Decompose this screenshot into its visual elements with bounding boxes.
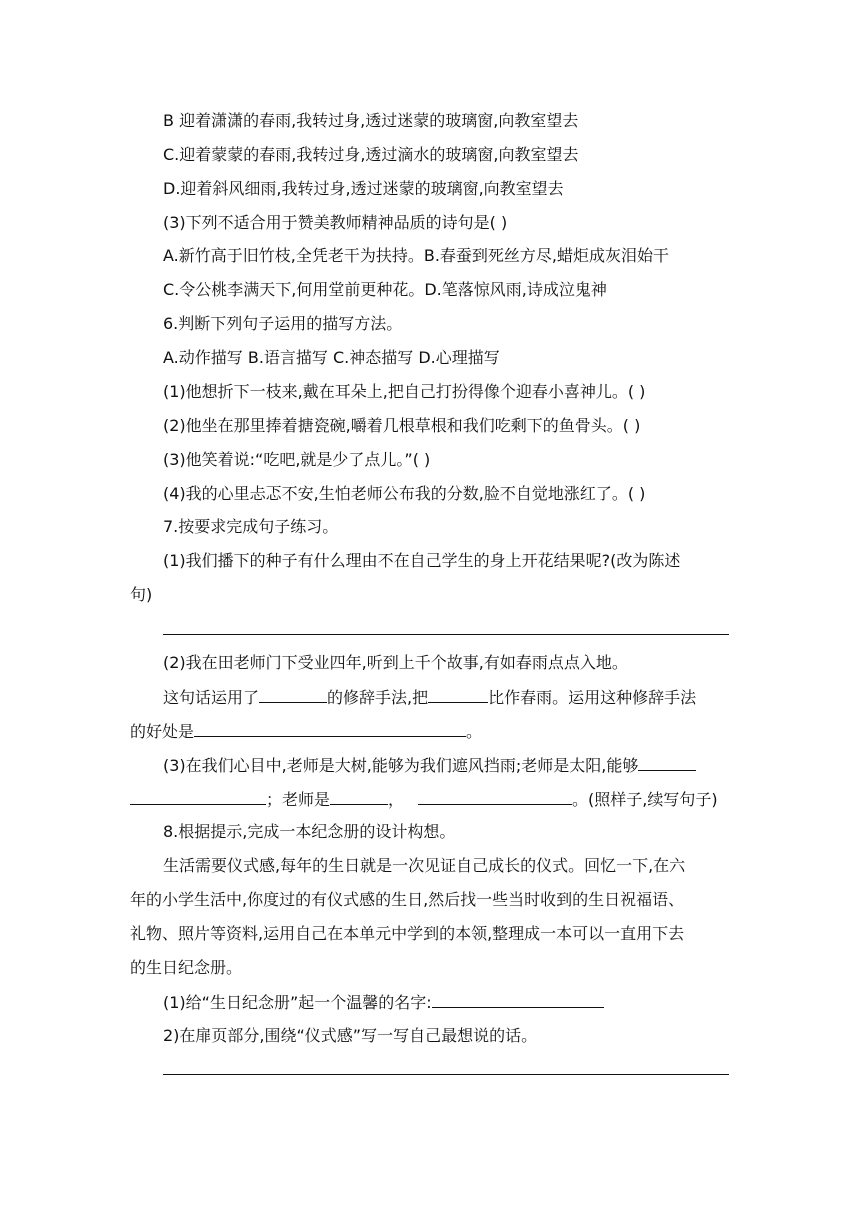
q7-item-2-benefit-row (130, 720, 482, 743)
q8-item-1-text: (1)给“生日纪念册”起一个温馨的名字: (163, 993, 432, 1012)
q6-sentence-1: (1)他想折下一枝来,戴在耳朵上,把自己打扮得像个迎春小喜神儿。( ) (163, 382, 646, 401)
q8-para-line-1: 生活需要仪式感,每年的生日就是一次见证自己成长的仪式。回忆一下,在六 (163, 856, 686, 875)
q7-item-1-line-2: 句) (130, 585, 153, 604)
q8-para-line-4: 的生日纪念册。 (130, 958, 243, 977)
blank-album-name[interactable] (432, 991, 604, 1008)
fill-text-teacher-is: ；老师是 (266, 790, 331, 809)
fill-text-instruction: 。(照样子,续写句子) (572, 790, 718, 809)
description-method-options: A.动作描写 B.语言描写 C.神态描写 D.心理描写 (163, 348, 500, 367)
q7-item-3-text: (3)在我们心目中,老师是大树,能够为我们遮风挡雨;老师是太阳,能够 (163, 756, 639, 775)
q6-sentence-4: (4)我的心里忐忑不安,生怕老师公布我的分数,脸不自觉地涨红了。( ) (163, 484, 646, 503)
blank-sun-ability-cont[interactable] (130, 788, 266, 805)
option-c-text: C.迎着蒙蒙的春雨,我转过身,透过滴水的玻璃窗,向教室望去 (163, 145, 579, 164)
fill-text-benefit: 的好处是 (130, 722, 195, 741)
question-6-heading: 6.判断下列句子运用的描写方法。 (163, 314, 403, 333)
question-3-prompt: (3)下列不适合用于赞美教师精神品质的诗句是( ) (163, 213, 508, 232)
blank-rhetoric[interactable] (259, 686, 327, 703)
q6-sentence-2: (2)他坐在那里捧着搪瓷碗,嚼着几根草根和我们吃剩下的鱼骨头。( ) (163, 416, 641, 435)
q7-item-2-fill-row (163, 686, 696, 709)
poem-options-ab: A.新竹高于旧竹枝,全凭老干为扶持。B.春蚕到死丝方尽,蜡炬成灰泪始干 (163, 246, 669, 265)
blank-teacher-metaphor[interactable] (330, 788, 388, 805)
q7-item-2: (2)我在田老师门下受业四年,听到上千个故事,有如春雨点点入地。 (163, 653, 628, 672)
q8-item-2: 2)在扉页部分,围绕“仪式感”写一写自己最想说的话。 (163, 1026, 538, 1045)
fill-text-c: 比作春雨。运用这种修辞手法 (488, 688, 697, 707)
blank-benefit[interactable] (194, 720, 466, 737)
answer-line-q7-1[interactable] (163, 634, 729, 635)
q8-para-line-3: 礼物、照片等资料,运用自己在本单元中学到的本领,整理成一本可以一直用下去 (130, 924, 685, 943)
option-d-text: D.迎着斜风细雨,我转过身,透过迷蒙的玻璃窗,向教室望去 (163, 179, 564, 198)
q6-sentence-3: (3)他笑着说:“吃吧,就是少了点儿。”( ) (163, 450, 431, 469)
poem-options-cd: C.令公桃李满天下,何用堂前更种花。D.笔落惊风雨,诗成泣鬼神 (163, 280, 607, 299)
q8-para-line-2: 年的小学生活中,你度过的有仪式感的生日,然后找一些当时收到的生日祝福语、 (130, 890, 685, 909)
blank-compared-object[interactable] (428, 686, 488, 703)
fill-text-a: 这句话运用了 (163, 688, 260, 707)
q7-item-3-continue-row (130, 788, 718, 811)
q7-item-3-row (163, 754, 696, 777)
question-7-heading: 7.按要求完成句子练习。 (163, 517, 339, 536)
question-8-heading: 8.根据提示,完成一本纪念册的设计构想。 (163, 822, 456, 841)
fill-text-b: 的修辞手法,把 (327, 688, 429, 707)
answer-line-q8-2[interactable] (163, 1074, 729, 1075)
q8-item-1-row (163, 991, 604, 1014)
option-b-text: B 迎着潇潇的春雨,我转过身,透过迷蒙的玻璃窗,向教室望去 (163, 111, 579, 130)
blank-teacher-description[interactable] (418, 788, 572, 805)
fill-text-period: 。 (466, 722, 483, 741)
q7-item-1-line-1: (1)我们播下的种子有什么理由不在自己学生的身上开花结果呢?(改为陈述 (163, 551, 681, 570)
fill-text-comma: ， (388, 790, 405, 809)
blank-sun-ability[interactable] (638, 754, 696, 771)
